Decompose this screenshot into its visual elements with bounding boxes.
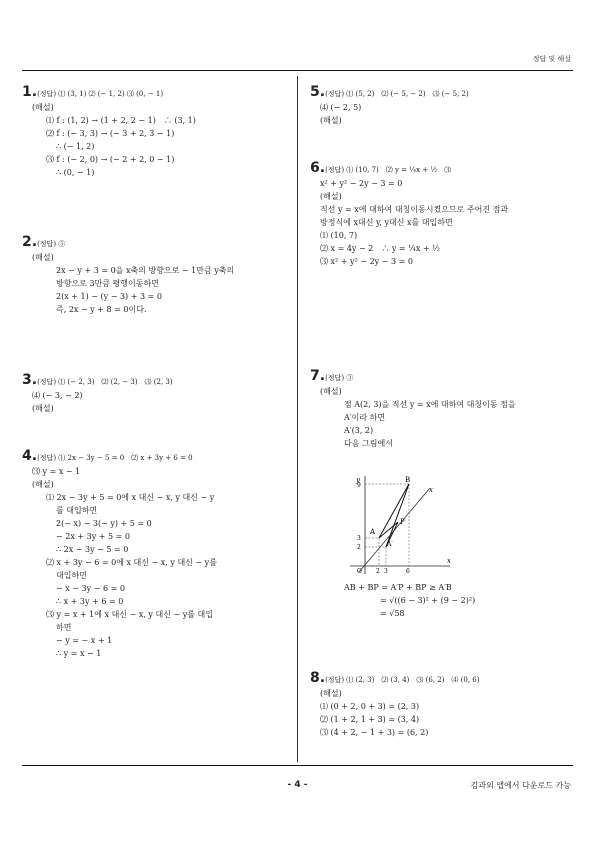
- answer-tag: (정답): [37, 240, 57, 248]
- tick-x6: 6: [406, 568, 410, 574]
- explain-line: − y = − x + 1: [56, 636, 113, 645]
- explain-line: − x − 3y − 6 = 0: [56, 584, 125, 593]
- explain-line: ⑴ 2x − 3y + 5 = 0에 x 대신 − x, y 대신 − y: [46, 493, 215, 502]
- bottom-rule: [22, 765, 573, 766]
- explain-line: − 2x + 3y + 5 = 0: [56, 532, 131, 541]
- label-y-axis: y: [356, 476, 360, 484]
- explain-line: A′이라 하면: [344, 413, 386, 422]
- explain-label: (해설): [32, 253, 54, 262]
- explain-line: ⑶ (4 + 2, − 1 + 3) = (6, 2): [320, 728, 429, 737]
- segment-A2B: [386, 484, 409, 547]
- explain-line: ⑶ f : (− 2, 0) → (− 2 + 2, 0 − 1): [46, 155, 175, 164]
- explain-line: ⑵ (1 + 2, 1 + 3) = (3, 4): [320, 715, 420, 724]
- explain-line: 대입하면: [56, 571, 87, 580]
- explain-line: 즉, 2x − y + 8 = 0이다.: [56, 305, 147, 314]
- answer-tag: (정답): [325, 90, 345, 98]
- problem-number: 2.: [22, 234, 38, 250]
- answer-text: ⑴ (5, 2) ⑵ (− 5, − 2) ⑶ (− 5, 2): [344, 90, 469, 98]
- problem-7-result: [310, 581, 475, 620]
- explain-line: ∴ x + 3y + 6 = 0: [56, 597, 124, 606]
- explain-label: (해설): [32, 480, 54, 489]
- explain-label: (해설): [32, 404, 54, 413]
- tick-y2: 2: [357, 544, 361, 551]
- explain-line: ⑴ (10, 7): [320, 231, 358, 240]
- page-header: 정답 및 해설: [532, 55, 571, 63]
- explain-line: ⑷ (− 2, 5): [320, 103, 362, 112]
- explain-line: ⑶ y = x − 1: [32, 467, 81, 476]
- answer-tag: (정답): [37, 454, 57, 462]
- explain-line: ⑵ f : (− 3, 3) → (− 3 + 2, 3 − 1): [46, 129, 175, 138]
- problem-3: [22, 374, 173, 415]
- problem-number: 8.: [310, 670, 326, 686]
- explain-line: ∴ (− 1, 2): [56, 142, 95, 151]
- segment-AP: [379, 522, 398, 538]
- problem-number: 1.: [22, 84, 38, 100]
- page-number: - 4 -: [287, 780, 308, 790]
- problem-1: [22, 86, 196, 179]
- problem-7: [310, 370, 516, 450]
- answer-tag: (정답): [325, 374, 345, 382]
- problem-8: [310, 672, 479, 739]
- explain-line: ⑵ x = 4y − 2 ∴ y = ¼x + ½: [320, 244, 440, 253]
- problem-number: 7.: [310, 368, 326, 384]
- label-x-axis: x: [447, 557, 451, 565]
- explain-line: ⑴ f : (1, 2) → (1 + 2, 2 − 1) ∴ (3, 1): [46, 116, 196, 125]
- answer-tag: (정답): [325, 676, 345, 684]
- explain-line: ∴ (0, − 1): [56, 168, 95, 177]
- explain-line: ⑶ x² + y² − 2y − 3 = 0: [320, 257, 413, 266]
- top-rule: [22, 70, 573, 71]
- problem-5: [310, 86, 469, 127]
- column-divider: [297, 76, 298, 762]
- answer-text: ③: [344, 374, 354, 382]
- explain-line: A′(3, 2): [344, 426, 374, 435]
- problem-number: 5.: [310, 84, 326, 100]
- explain-line: ∴ y = x − 1: [56, 649, 102, 658]
- explain-line: 다음 그림에서: [344, 439, 393, 448]
- answer-text: ⑴ 2x − 3y − 5 = 0 ⑵ x + 3y + 6 = 0: [56, 454, 193, 462]
- explain-line: AB + BP = A′P + BP ≥ A′B: [344, 583, 452, 592]
- tick-y3: 3: [357, 535, 361, 542]
- answer-tag: (정답): [37, 378, 57, 386]
- answer-text: ⑤: [56, 240, 66, 248]
- problem-2: [22, 236, 234, 316]
- label-B: B: [405, 476, 411, 484]
- explain-line: 2(x + 1) − (y − 3) + 3 = 0: [56, 292, 162, 301]
- problem-number: 3.: [22, 372, 38, 388]
- explain-line: ⑶ y = x + 1에 x 대신 − x, y 대신 − y를 대입: [46, 610, 213, 619]
- explain-line: 2(− x) − 3(− y) + 5 = 0: [56, 519, 152, 528]
- label-P: P: [400, 518, 405, 526]
- answer-text: ⑴ (3, 1) ⑵ (− 1, 2) ⑶ (0, − 1): [56, 90, 164, 98]
- explain-line: 를 대입하면: [56, 506, 98, 515]
- explain-label: (해설): [320, 116, 342, 125]
- explain-label: (해설): [32, 103, 54, 112]
- problem-number: 6.: [310, 160, 326, 176]
- label-A: A: [370, 528, 376, 536]
- answer-text: ⑴ (− 2, 3) ⑵ (2, − 3) ⑶ (2, 3): [56, 378, 173, 386]
- explain-line: ∴ 2x − 3y − 5 = 0: [56, 545, 129, 554]
- explain-line: 직선 y = x에 대하여 대칭이동시켰으므로 주어진 점과: [320, 205, 509, 214]
- label-A-prime: A′: [387, 541, 393, 548]
- tick-x3: 3: [384, 568, 388, 574]
- label-line: x: [429, 486, 433, 494]
- problem-number: 4.: [22, 448, 38, 464]
- explain-label: (해설): [320, 192, 342, 201]
- problem-6: [310, 162, 508, 268]
- explain-label: (해설): [320, 387, 342, 396]
- explain-line: 하면: [56, 623, 72, 632]
- tick-x2: 2: [376, 568, 380, 574]
- answer-text: ⑴ (2, 3) ⑵ (3, 4) ⑶ (6, 2) ⑷ (0, 6): [344, 676, 480, 684]
- explain-line: 방정식에 x대신 y, y대신 x를 대입하면: [320, 218, 453, 227]
- tick-y9: 9: [357, 482, 361, 489]
- answer-text: ⑴ (10, 7) ⑵ y = ¼x + ½ ⑶: [344, 166, 452, 174]
- explain-line: 방향으로 3만큼 평행이동하면: [56, 279, 159, 288]
- explain-line: = √58: [380, 609, 405, 618]
- reflection-figure: [345, 474, 455, 574]
- explain-label: (해설): [320, 689, 342, 698]
- explain-line: 2x − y + 3 = 0을 x축의 방향으로 − 1만큼 y축의: [56, 266, 235, 275]
- problem-4: [22, 450, 217, 660]
- explain-line: ⑷ (− 3, − 2): [32, 391, 83, 400]
- explain-line: x² + y² − 2y − 3 = 0: [320, 179, 403, 188]
- answer-tag: (정답): [37, 90, 57, 98]
- explain-line: 점 A(2, 3)을 직선 y = x에 대하여 대칭이동 점을: [344, 400, 516, 409]
- label-origin: O: [357, 568, 362, 574]
- answer-tag: (정답): [325, 166, 345, 174]
- explain-line: ⑵ x + 3y − 6 = 0에 x 대신 − x, y 대신 − y를: [46, 558, 217, 567]
- explain-line: ⑴ (0 + 2, 0 + 3) = (2, 3): [320, 702, 420, 711]
- footer-note: 김과외 앱에서 다운로드 가능: [470, 781, 571, 790]
- explain-line: = √((6 − 3)² + (9 − 2)²): [380, 596, 476, 605]
